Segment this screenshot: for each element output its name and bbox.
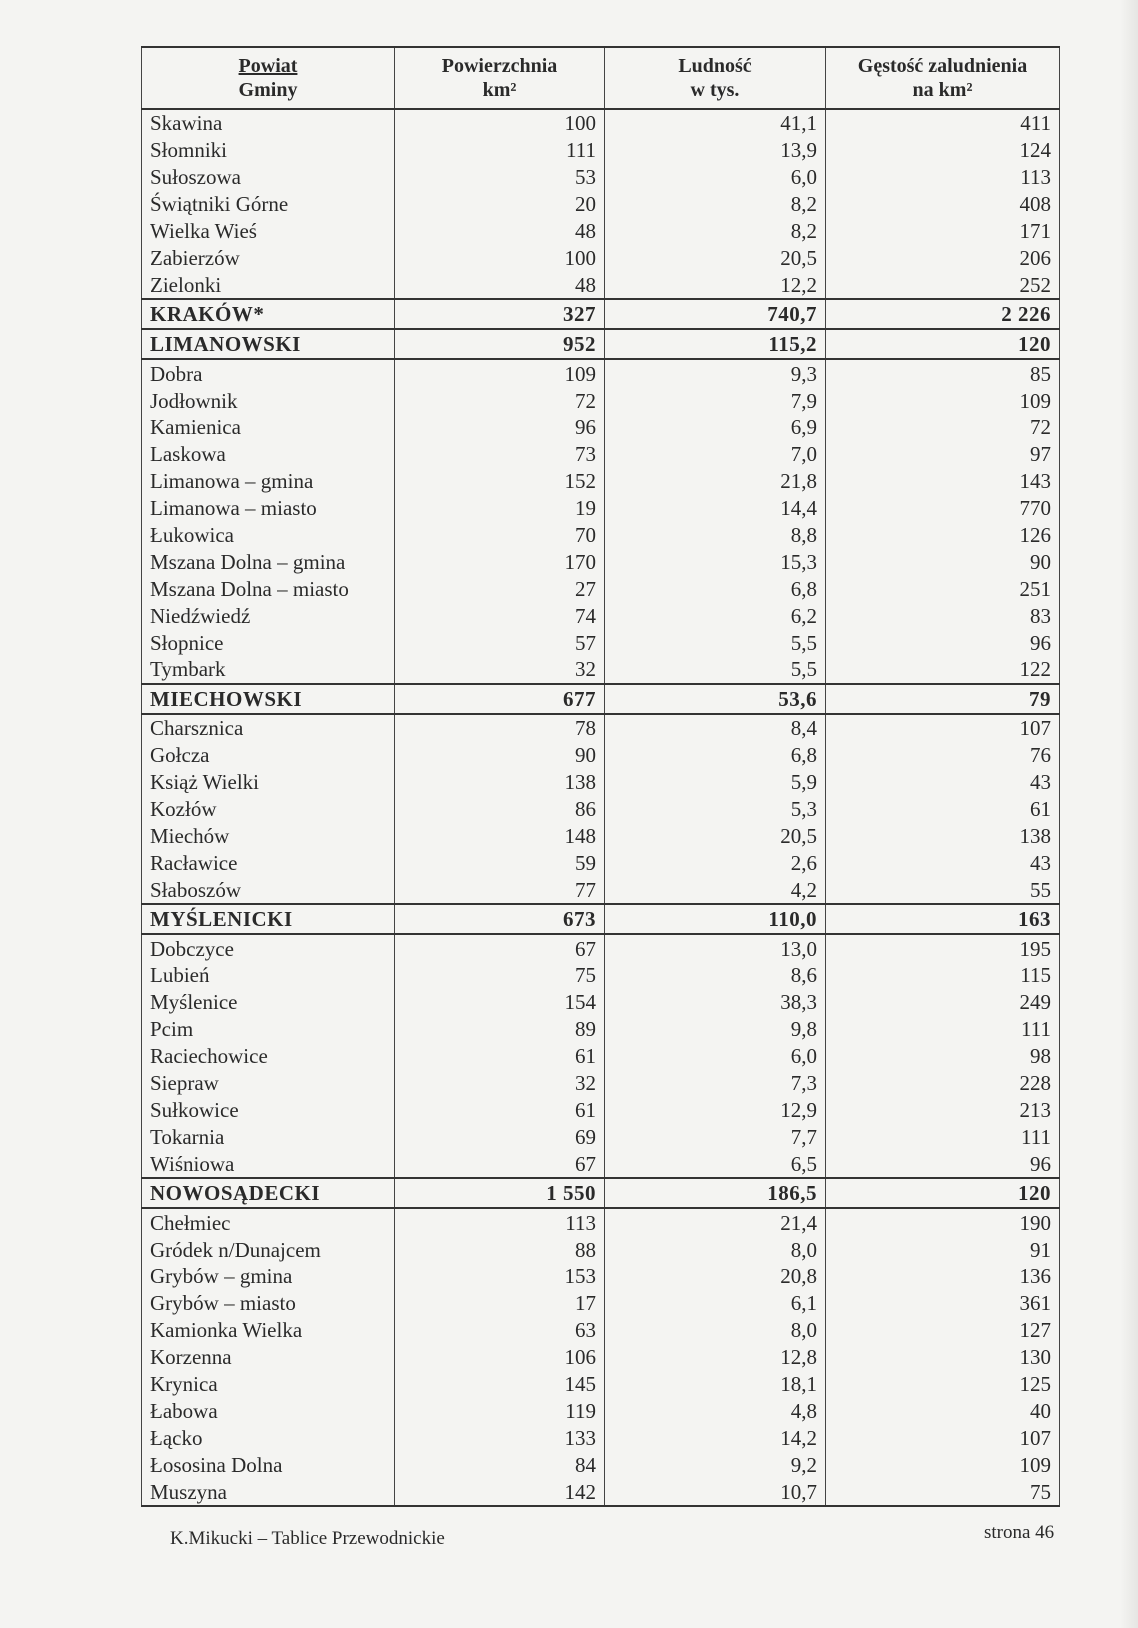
row-density: 228: [826, 1070, 1060, 1097]
row-name: Kamienica: [142, 414, 395, 441]
row-area: 119: [395, 1397, 605, 1424]
county-row: [142, 684, 1060, 714]
row-population: 5,5: [605, 656, 826, 684]
row-density: 43: [826, 769, 1060, 796]
row-name: Miechów: [142, 822, 395, 849]
row-density: 2 226: [826, 299, 1060, 329]
row-density: 76: [826, 742, 1060, 769]
row-name: Łukowica: [142, 522, 395, 549]
row-population: 41,1: [605, 109, 826, 137]
row-density: 120: [826, 1178, 1060, 1208]
table-row: [142, 1478, 1060, 1506]
row-area: 20: [395, 191, 605, 218]
row-population: 6,0: [605, 1043, 826, 1070]
row-name: Raciechowice: [142, 1043, 395, 1070]
row-area: 1 550: [395, 1178, 605, 1208]
row-name: Muszyna: [142, 1478, 395, 1506]
row-density: 96: [826, 1150, 1060, 1178]
table-row: [142, 1208, 1060, 1236]
table-row: [142, 522, 1060, 549]
row-density: 43: [826, 849, 1060, 876]
row-population: 186,5: [605, 1178, 826, 1208]
table-row: [142, 742, 1060, 769]
table-row: [142, 1263, 1060, 1290]
row-density: 124: [826, 137, 1060, 164]
row-name: Wielka Wieś: [142, 218, 395, 245]
row-population: 7,7: [605, 1123, 826, 1150]
row-density: 126: [826, 522, 1060, 549]
row-name: Grybów – gmina: [142, 1263, 395, 1290]
row-population: 7,9: [605, 387, 826, 414]
row-area: 100: [395, 244, 605, 271]
row-name: Słomniki: [142, 137, 395, 164]
row-area: 152: [395, 468, 605, 495]
row-name: Kozłów: [142, 796, 395, 823]
row-name: Grybów – miasto: [142, 1290, 395, 1317]
row-area: 88: [395, 1236, 605, 1263]
row-population: 53,6: [605, 684, 826, 714]
row-density: 97: [826, 441, 1060, 468]
row-name: KRAKÓW*: [142, 299, 395, 329]
row-population: 5,9: [605, 769, 826, 796]
row-density: 91: [826, 1236, 1060, 1263]
row-area: 75: [395, 962, 605, 989]
table-row: [142, 1123, 1060, 1150]
table-row: [142, 1317, 1060, 1344]
row-density: 40: [826, 1397, 1060, 1424]
row-population: 14,2: [605, 1424, 826, 1451]
row-density: 361: [826, 1290, 1060, 1317]
row-density: 111: [826, 1123, 1060, 1150]
row-name: LIMANOWSKI: [142, 329, 395, 359]
row-population: 9,2: [605, 1451, 826, 1478]
table-row: [142, 1043, 1060, 1070]
row-population: 2,6: [605, 849, 826, 876]
row-area: 952: [395, 329, 605, 359]
row-population: 8,8: [605, 522, 826, 549]
row-area: 69: [395, 1123, 605, 1150]
row-density: 136: [826, 1263, 1060, 1290]
row-density: 252: [826, 271, 1060, 299]
row-name: Słopnice: [142, 629, 395, 656]
row-density: 251: [826, 575, 1060, 602]
table-row: [142, 602, 1060, 629]
table-row: [142, 109, 1060, 137]
row-population: 13,0: [605, 934, 826, 962]
row-population: 4,8: [605, 1397, 826, 1424]
header-county: Powiat Gminy: [142, 47, 395, 109]
row-name: Siepraw: [142, 1070, 395, 1097]
row-area: 70: [395, 522, 605, 549]
row-population: 9,8: [605, 1016, 826, 1043]
table-row: [142, 414, 1060, 441]
scan-edge: [1120, 0, 1138, 1628]
table-row: [142, 1344, 1060, 1371]
row-area: 61: [395, 1097, 605, 1124]
row-density: 109: [826, 1451, 1060, 1478]
header-area: Powierzchnia km²: [395, 47, 605, 109]
row-population: 115,2: [605, 329, 826, 359]
row-area: 148: [395, 822, 605, 849]
row-density: 143: [826, 468, 1060, 495]
row-name: Dobczyce: [142, 934, 395, 962]
row-density: 85: [826, 359, 1060, 387]
row-density: 190: [826, 1208, 1060, 1236]
row-population: 12,2: [605, 271, 826, 299]
row-name: MIECHOWSKI: [142, 684, 395, 714]
population-table: [141, 46, 1060, 1507]
row-area: 86: [395, 796, 605, 823]
row-population: 12,8: [605, 1344, 826, 1371]
row-population: 20,5: [605, 244, 826, 271]
table-row: [142, 629, 1060, 656]
header-population: Ludność w tys.: [605, 47, 826, 109]
row-density: 171: [826, 218, 1060, 245]
row-area: 19: [395, 495, 605, 522]
row-area: 109: [395, 359, 605, 387]
row-area: 32: [395, 656, 605, 684]
row-name: Gołcza: [142, 742, 395, 769]
county-row: [142, 299, 1060, 329]
row-population: 8,0: [605, 1236, 826, 1263]
row-area: 53: [395, 164, 605, 191]
row-density: 107: [826, 714, 1060, 742]
row-name: Zabierzów: [142, 244, 395, 271]
row-population: 6,8: [605, 742, 826, 769]
row-area: 170: [395, 548, 605, 575]
row-area: 72: [395, 387, 605, 414]
row-density: 408: [826, 191, 1060, 218]
row-area: 78: [395, 714, 605, 742]
row-population: 8,2: [605, 218, 826, 245]
table-body: [142, 109, 1060, 1506]
row-population: 9,3: [605, 359, 826, 387]
row-density: 138: [826, 822, 1060, 849]
row-population: 6,2: [605, 602, 826, 629]
row-name: Łabowa: [142, 1397, 395, 1424]
row-area: 327: [395, 299, 605, 329]
row-density: 120: [826, 329, 1060, 359]
table-row: [142, 1371, 1060, 1398]
row-population: 110,0: [605, 904, 826, 934]
row-area: 48: [395, 218, 605, 245]
row-name: Świątniki Górne: [142, 191, 395, 218]
table-row: [142, 218, 1060, 245]
row-name: NOWOSĄDECKI: [142, 1178, 395, 1208]
row-density: 115: [826, 962, 1060, 989]
table-row: [142, 548, 1060, 575]
row-population: 7,3: [605, 1070, 826, 1097]
row-area: 154: [395, 989, 605, 1016]
row-area: 145: [395, 1371, 605, 1398]
row-area: 96: [395, 414, 605, 441]
row-population: 5,3: [605, 796, 826, 823]
row-area: 67: [395, 1150, 605, 1178]
table-row: [142, 849, 1060, 876]
row-density: 90: [826, 548, 1060, 575]
row-name: Sułkowice: [142, 1097, 395, 1124]
row-area: 133: [395, 1424, 605, 1451]
row-density: 122: [826, 656, 1060, 684]
row-name: Chełmiec: [142, 1208, 395, 1236]
row-area: 61: [395, 1043, 605, 1070]
row-name: MYŚLENICKI: [142, 904, 395, 934]
table-row: [142, 1290, 1060, 1317]
row-name: Pcim: [142, 1016, 395, 1043]
table-row: [142, 191, 1060, 218]
table-row: [142, 962, 1060, 989]
row-density: 195: [826, 934, 1060, 962]
row-area: 100: [395, 109, 605, 137]
table-row: [142, 1097, 1060, 1124]
row-name: Mszana Dolna – gmina: [142, 548, 395, 575]
header-density: Gęstość zaludnienia na km²: [826, 47, 1060, 109]
row-name: Mszana Dolna – miasto: [142, 575, 395, 602]
row-name: Książ Wielki: [142, 769, 395, 796]
row-population: 740,7: [605, 299, 826, 329]
table-row: [142, 359, 1060, 387]
row-area: 113: [395, 1208, 605, 1236]
row-area: 89: [395, 1016, 605, 1043]
row-name: Niedźwiedź: [142, 602, 395, 629]
row-population: 8,2: [605, 191, 826, 218]
table-row: [142, 1424, 1060, 1451]
row-population: 8,4: [605, 714, 826, 742]
row-name: Wiśniowa: [142, 1150, 395, 1178]
row-area: 74: [395, 602, 605, 629]
table-row: [142, 1236, 1060, 1263]
row-name: Gródek n/Dunajcem: [142, 1236, 395, 1263]
row-density: 125: [826, 1371, 1060, 1398]
row-area: 111: [395, 137, 605, 164]
row-name: Skawina: [142, 109, 395, 137]
row-name: Limanowa – gmina: [142, 468, 395, 495]
row-population: 21,8: [605, 468, 826, 495]
row-population: 20,8: [605, 1263, 826, 1290]
row-population: 6,1: [605, 1290, 826, 1317]
row-name: Zielonki: [142, 271, 395, 299]
row-density: 96: [826, 629, 1060, 656]
table-row: [142, 468, 1060, 495]
row-area: 57: [395, 629, 605, 656]
row-area: 67: [395, 934, 605, 962]
row-area: 84: [395, 1451, 605, 1478]
table-row: [142, 441, 1060, 468]
table-row: [142, 1150, 1060, 1178]
row-area: 90: [395, 742, 605, 769]
row-density: 109: [826, 387, 1060, 414]
row-population: 6,8: [605, 575, 826, 602]
county-row: [142, 1178, 1060, 1208]
row-name: Racławice: [142, 849, 395, 876]
row-name: Myślenice: [142, 989, 395, 1016]
table-header-row: [142, 47, 1060, 109]
row-population: 8,0: [605, 1317, 826, 1344]
row-population: 14,4: [605, 495, 826, 522]
row-area: 27: [395, 575, 605, 602]
row-density: 72: [826, 414, 1060, 441]
row-name: Kamionka Wielka: [142, 1317, 395, 1344]
table-row: [142, 1070, 1060, 1097]
table-row: [142, 876, 1060, 904]
row-population: 15,3: [605, 548, 826, 575]
footer-author: K.Mikucki – Tablice Przewodnickie: [170, 1528, 445, 1549]
row-density: 206: [826, 244, 1060, 271]
row-name: Sułoszowa: [142, 164, 395, 191]
row-population: 13,9: [605, 137, 826, 164]
row-population: 6,9: [605, 414, 826, 441]
row-density: 83: [826, 602, 1060, 629]
row-density: 411: [826, 109, 1060, 137]
row-name: Krynica: [142, 1371, 395, 1398]
row-population: 7,0: [605, 441, 826, 468]
row-density: 770: [826, 495, 1060, 522]
row-population: 4,2: [605, 876, 826, 904]
row-population: 6,0: [605, 164, 826, 191]
row-name: Korzenna: [142, 1344, 395, 1371]
row-name: Laskowa: [142, 441, 395, 468]
row-name: Lubień: [142, 962, 395, 989]
row-density: 163: [826, 904, 1060, 934]
table-row: [142, 1397, 1060, 1424]
table-row: [142, 1016, 1060, 1043]
row-density: 55: [826, 876, 1060, 904]
row-density: 113: [826, 164, 1060, 191]
row-density: 130: [826, 1344, 1060, 1371]
table-row: [142, 575, 1060, 602]
row-density: 79: [826, 684, 1060, 714]
row-area: 106: [395, 1344, 605, 1371]
table-row: [142, 714, 1060, 742]
row-area: 17: [395, 1290, 605, 1317]
row-population: 5,5: [605, 629, 826, 656]
table-row: [142, 387, 1060, 414]
row-name: Słaboszów: [142, 876, 395, 904]
row-density: 111: [826, 1016, 1060, 1043]
table-row: [142, 822, 1060, 849]
row-area: 153: [395, 1263, 605, 1290]
row-density: 127: [826, 1317, 1060, 1344]
row-population: 8,6: [605, 962, 826, 989]
table-row: [142, 495, 1060, 522]
table-row: [142, 796, 1060, 823]
row-name: Łososina Dolna: [142, 1451, 395, 1478]
row-area: 48: [395, 271, 605, 299]
table-row: [142, 271, 1060, 299]
row-area: 77: [395, 876, 605, 904]
table-row: [142, 1451, 1060, 1478]
row-density: 249: [826, 989, 1060, 1016]
row-population: 6,5: [605, 1150, 826, 1178]
table-row: [142, 989, 1060, 1016]
row-area: 673: [395, 904, 605, 934]
row-population: 12,9: [605, 1097, 826, 1124]
row-density: 213: [826, 1097, 1060, 1124]
row-density: 107: [826, 1424, 1060, 1451]
page-number: strona 46: [984, 1522, 1055, 1543]
row-area: 59: [395, 849, 605, 876]
row-area: 73: [395, 441, 605, 468]
table-row: [142, 656, 1060, 684]
row-area: 32: [395, 1070, 605, 1097]
row-population: 20,5: [605, 822, 826, 849]
row-name: Dobra: [142, 359, 395, 387]
row-area: 142: [395, 1478, 605, 1506]
table-row: [142, 137, 1060, 164]
county-row: [142, 904, 1060, 934]
row-population: 18,1: [605, 1371, 826, 1398]
row-area: 677: [395, 684, 605, 714]
county-row: [142, 329, 1060, 359]
row-population: 38,3: [605, 989, 826, 1016]
row-area: 138: [395, 769, 605, 796]
row-name: Łącko: [142, 1424, 395, 1451]
table-row: [142, 769, 1060, 796]
row-density: 75: [826, 1478, 1060, 1506]
row-density: 61: [826, 796, 1060, 823]
row-name: Jodłownik: [142, 387, 395, 414]
row-population: 10,7: [605, 1478, 826, 1506]
row-name: Tymbark: [142, 656, 395, 684]
row-density: 98: [826, 1043, 1060, 1070]
row-area: 63: [395, 1317, 605, 1344]
row-name: Tokarnia: [142, 1123, 395, 1150]
row-name: Limanowa – miasto: [142, 495, 395, 522]
table-row: [142, 244, 1060, 271]
table-row: [142, 934, 1060, 962]
row-population: 21,4: [605, 1208, 826, 1236]
row-name: Charsznica: [142, 714, 395, 742]
table-row: [142, 164, 1060, 191]
